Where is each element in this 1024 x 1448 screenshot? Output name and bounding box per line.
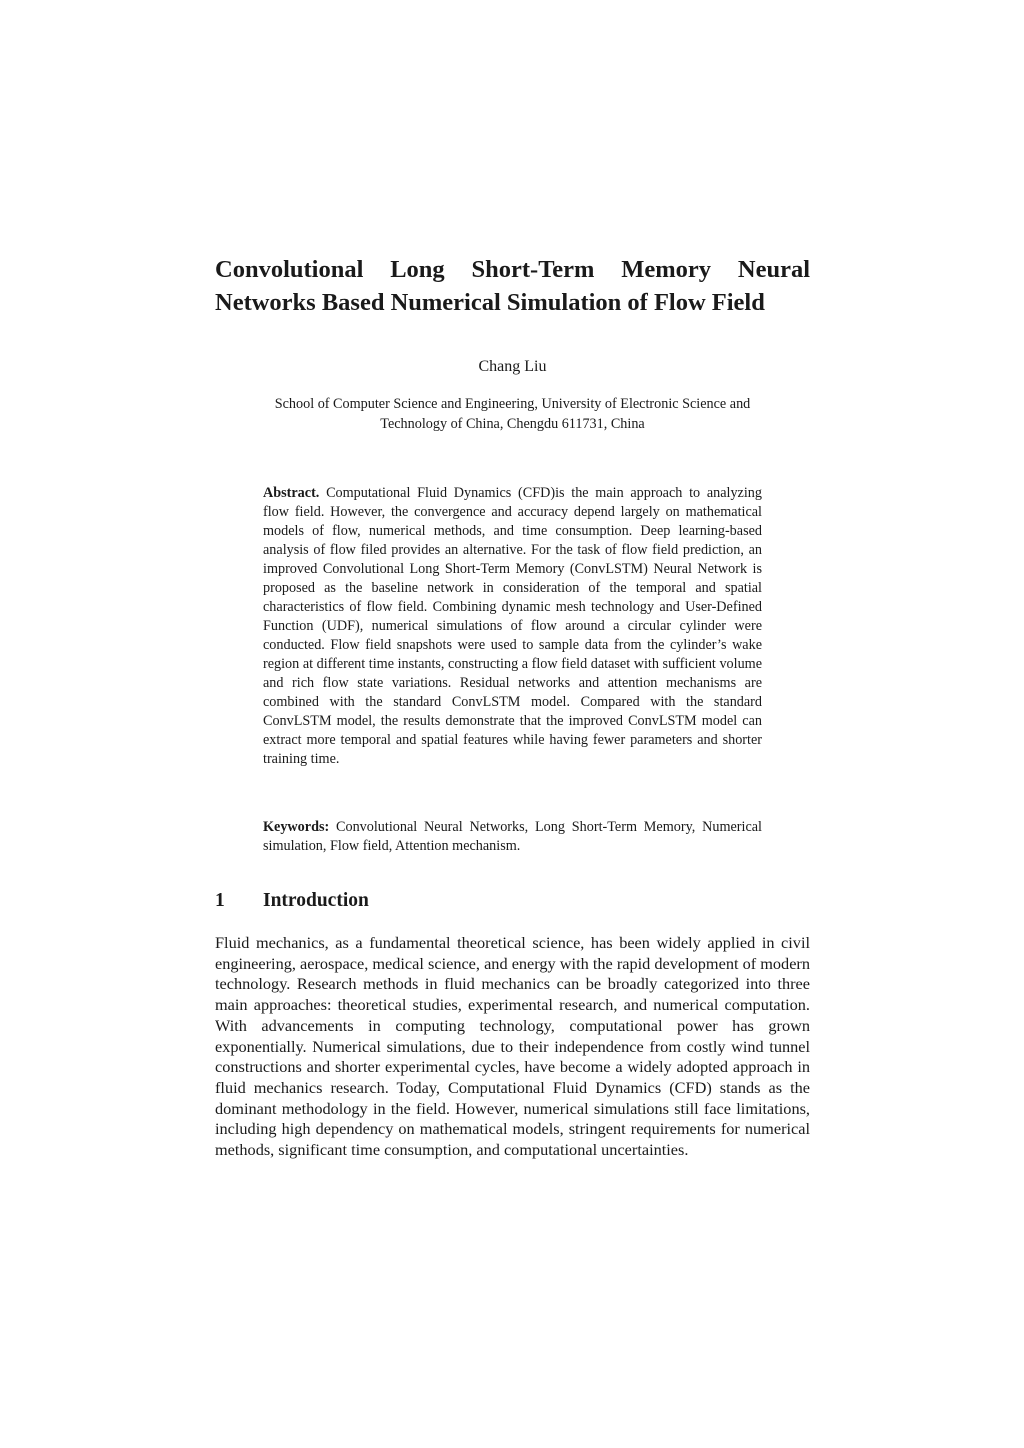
abstract [263,484,762,769]
keywords-label: Keywords: [263,819,330,835]
affiliation [215,395,810,434]
keywords [263,818,762,856]
section-heading-introduction [215,888,810,914]
abstract-label: Abstract. [263,485,320,501]
abstract-text: Computational Fluid Dynamics (CFD)is the main approach to analyzing flow field. However, the convergence and accuracy depend largely on mathematical models of flow, numerical methods, and time consumption. Deep learning-based analysis of flow filed provides an alternative. For the task of flow field prediction, an improved Convolutional Long Short-Term Memory (ConvLSTM) Neural Network is proposed as the baseline network in consideration of the temporal and spatial characteristics of flow field. Combining dynamic mesh technology and User-Defined Function (UDF), numerical simulations of flow around a circular cylinder were conducted. Flow field snapshots were used to sample data from the cylinder’s wake region at different time instants, constructing a flow field dataset with sufficient volume and rich flow state variations. Residual networks and attention mechanisms are combined with the standard ConvLSTM model. Compared with the standard ConvLSTM model, the results demonstrate that the improved ConvLSTM model can extract more temporal and spatial features while having fewer parameters and shorter training time. [263,485,762,767]
affiliation-line-2: Technology of China, Chengdu 611731, China [380,415,645,432]
keywords-text: Convolutional Neural Networks, Long Short-Term Memory, Numerical simulation, Flow field, Attention mechanism. [263,819,762,854]
paper-title: Convolutional Long Short-Term Memory Neural Networks Based Numerical Simulation of Flow Field [215,256,810,316]
affiliation-line-1: School of Computer Science and Engineering, University of Electronic Science and [274,396,751,412]
intro-paragraph: Fluid mechanics, as a fundamental theoretical science, has been widely applied in civil engineering, aerospace, medical science, and energy with the rapid development of modern technology. Research methods in fluid mechanics can be broadly categorized into three main approaches: theoretical studies, experimental research, and numerical computation. With advancements in computing technology, computational power has grown exponentially. Numerical simulations, due to their independence from costly wind tunnel constructions and shorter experimental cycles, have become a widely adopted approach in fluid mechanics research. Today, Computational Fluid Dynamics (CFD) stands as the dominant methodology in the field. However, numerical simulations still face limitations, including high dependency on mathematical models, stringent requirements for numerical methods, significant time consumption, and computational uncertainties. [215,933,810,1160]
author-name: Chang Liu [478,358,547,375]
section-title: Introduction [263,890,369,911]
section-number: 1 [215,890,225,911]
